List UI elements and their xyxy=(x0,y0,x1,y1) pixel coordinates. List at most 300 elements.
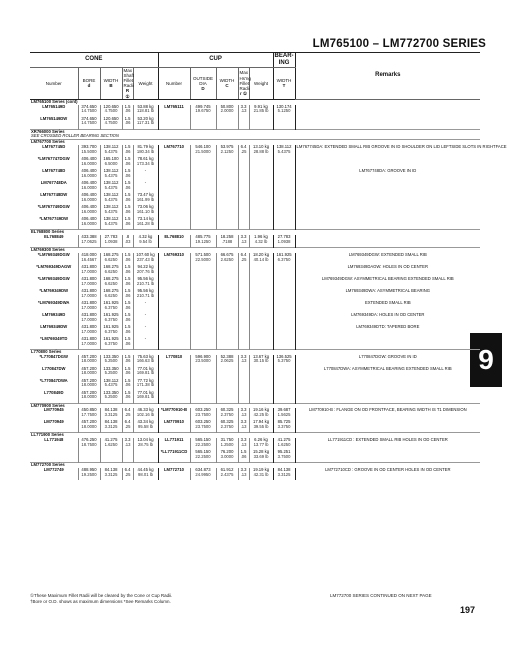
cup-number-cell xyxy=(158,265,190,277)
cone-weight-imperial-value: 180.34 lb xyxy=(136,148,155,154)
cone-width-value: 133.350 xyxy=(103,389,119,395)
bearing-width-cell xyxy=(273,420,295,433)
bearing-width-cell xyxy=(273,217,295,230)
hsg-fillet-cell xyxy=(238,355,249,367)
cone-weight-value: 73.14 kg xyxy=(137,216,154,222)
cone-width-value: 138.112 xyxy=(103,180,119,186)
shaft-fillet-imperial-value: .25 xyxy=(124,424,131,430)
cone-number-cell xyxy=(30,217,78,230)
cone-number-value: *L770847DWA xyxy=(39,377,68,383)
bore-imperial-value: 19.2500 xyxy=(81,471,97,477)
cone-width-cell xyxy=(100,420,122,433)
cone-number-value: LM769349D xyxy=(42,311,66,317)
remarks-value: LM769349DGW: ASYMMETRICAL BEARING EXTENDED SMALL RIB xyxy=(321,275,454,281)
bore-value: 457.200 xyxy=(81,365,97,371)
bearing-width-imperial-value: 1.5625 xyxy=(277,412,291,418)
cone-weight-value: 53.88 kg xyxy=(137,103,154,109)
table-row xyxy=(30,193,480,205)
table-row xyxy=(30,337,480,350)
outside-dia-cell xyxy=(190,337,216,350)
bore-value: 488.950 xyxy=(81,467,97,473)
shaft-fillet-value: 1.5 xyxy=(124,377,131,383)
cup-weight-cell xyxy=(249,379,273,391)
cone-width-imperial-value: 5.4375 xyxy=(104,208,118,214)
shaft-fillet-value: 1.5 xyxy=(124,263,131,269)
cup-width-cell xyxy=(216,289,238,301)
shaft-fillet-value: 1.5 xyxy=(124,216,131,222)
cone-width-imperial-value: 6.6250 xyxy=(104,256,118,262)
cone-number-value: LM767745D xyxy=(42,144,66,150)
cone-width-cell xyxy=(100,468,122,480)
cone-number-value: EL768849 xyxy=(44,233,64,239)
cone-width-value: 138.112 xyxy=(103,192,119,198)
cup-number-cell xyxy=(158,325,190,337)
cup-width-imperial-value: 1.2500 xyxy=(220,442,234,448)
cone-number-value: LM767748D xyxy=(42,168,66,174)
cone-weight-imperial-value: 210.71 lb xyxy=(136,280,155,286)
cup-weight-cell xyxy=(249,420,273,433)
remarks-value: LM769349DTD: TAPERED BORE xyxy=(356,323,420,329)
cup-width-cell xyxy=(216,235,238,248)
bore-imperial-value: 16.0000 xyxy=(81,196,97,202)
cup-number-cell xyxy=(158,420,190,433)
bore-imperial-value: 17.0000 xyxy=(81,292,97,298)
cone-width-imperial-value: 6.3750 xyxy=(104,328,118,334)
bore-value: 406.400 xyxy=(81,180,97,186)
hsg-fillet-cell xyxy=(238,157,249,169)
cone-width-cell xyxy=(100,217,122,230)
table-row xyxy=(30,205,480,217)
cup-width-cell xyxy=(216,325,238,337)
cup-weight-cell xyxy=(249,391,273,404)
shaft-fillet-imperial-value: .06 xyxy=(124,196,131,202)
cup-number-value: LM765111 xyxy=(164,103,184,109)
shaft-fillet-imperial-value: .06 xyxy=(124,220,131,226)
cup-width-cell xyxy=(216,277,238,289)
remarks-value: L770847DWA: ASYMMETRICAL BEARING EXTENDED SMALL RIB xyxy=(323,365,452,371)
hsg-fillet-cell xyxy=(238,450,249,463)
outside-dia-value: 634.873 xyxy=(195,467,211,473)
cone-width-value: 120.650 xyxy=(103,103,119,109)
cup-weight-cell xyxy=(249,117,273,130)
cone-number-cell xyxy=(30,337,78,350)
bearing-width-imperial-value: 5.4375 xyxy=(277,148,291,154)
section-tab: 9 xyxy=(470,333,502,387)
cup-width-imperial-value: 2.0625 xyxy=(220,358,234,364)
cup-number-cell xyxy=(158,277,190,289)
cup-width-imperial-value: 2.1250 xyxy=(220,148,234,154)
cup-width-cell xyxy=(216,205,238,217)
cup-number-cell xyxy=(158,105,190,117)
cone-weight-imperial-value: 169.81 lb xyxy=(136,394,155,400)
cone-width-imperial-value: 6.6250 xyxy=(104,292,118,298)
cone-width-value: 138.112 xyxy=(103,168,119,174)
outside-dia-value: 499.745 xyxy=(195,103,211,109)
cup-weight-cell xyxy=(249,337,273,350)
cone-number-value: LM767748DW xyxy=(40,192,68,198)
hsg-fillet-cell xyxy=(238,468,249,480)
cup-number-cell xyxy=(158,301,190,313)
cup-width-cell xyxy=(216,117,238,130)
bearing-width-cell xyxy=(273,205,295,217)
cup-number-cell xyxy=(158,169,190,181)
remarks-value: L770847DGW: GROOVE IN ID xyxy=(358,353,417,359)
bearing-width-cell xyxy=(273,355,295,367)
cup-number-value: EL768810 xyxy=(164,233,184,239)
cup-weight-cell xyxy=(249,145,273,157)
cone-number-value: LM770945 xyxy=(43,407,64,413)
table-row xyxy=(30,117,480,130)
cone-width-value: 138.112 xyxy=(103,144,119,150)
bearing-width-cell xyxy=(273,157,295,169)
bearing-width-cell xyxy=(273,265,295,277)
cone-weight-imperial-value: 166.63 lb xyxy=(136,358,155,364)
cup-width-value: 53.975 xyxy=(220,144,234,150)
cone-weight-value: 44.45 kg xyxy=(137,467,154,473)
bearing-width-value: 130.174 xyxy=(276,103,292,109)
shaft-fillet-cell xyxy=(122,235,133,248)
bore-imperial-value: 16.0000 xyxy=(81,220,97,226)
hsg-fillet-value: 3.3 xyxy=(240,407,247,413)
cone-number-cell xyxy=(30,391,78,404)
bearing-width-cell xyxy=(273,181,295,193)
hsg-fillet-value: 3.3 xyxy=(240,467,247,473)
cup-number-header: Number xyxy=(158,67,190,99)
cup-width-imperial-value: 2.3750 xyxy=(220,424,234,430)
cone-weight-imperial-value: 95.58 lb xyxy=(138,424,153,430)
shaft-fillet-imperial-value: .06 xyxy=(124,268,131,274)
hsg-fillet-imperial-value: .13 xyxy=(240,108,247,114)
remarks-cell xyxy=(295,325,480,337)
cone-weight-imperial-value: 237.43 lb xyxy=(136,256,155,262)
remarks-cell xyxy=(295,379,480,391)
cone-weight-cell xyxy=(133,468,158,480)
cup-weight-cell xyxy=(249,450,273,463)
cone-weight-value: 77.01 kg xyxy=(137,389,154,395)
cone-width-imperial-value: 5.2500 xyxy=(104,370,118,376)
cone-number-value: *LM767749DW xyxy=(39,216,69,222)
series-label: LM772700 Series xyxy=(30,463,480,468)
bearing-width-cell xyxy=(273,105,295,117)
cup-weight-value: 1.96 kg xyxy=(254,233,268,239)
cup-width-value: 31.750 xyxy=(220,437,234,443)
cup-weight-imperial-value: 33.69 lb xyxy=(253,454,269,460)
shaft-fillet-value: 1.5 xyxy=(124,275,131,281)
bore-value: 431.800 xyxy=(81,299,97,305)
table-row xyxy=(30,367,480,379)
shaft-fillet-value: 1.5 xyxy=(124,365,131,371)
cone-width-value: 133.350 xyxy=(103,365,119,371)
cup-number-cell xyxy=(158,367,190,379)
bearing-width-cell xyxy=(273,193,295,205)
remarks-value: LM769349DAGW: HOLES IN OD CENTER xyxy=(347,263,429,269)
cup-number-value: LL771911 xyxy=(164,437,184,443)
cup-weight-value: 6.26 kg xyxy=(254,437,268,443)
bore-value: 457.200 xyxy=(81,353,97,359)
page-title: LM765100 – LM772700 SERIES xyxy=(312,38,486,50)
shaft-fillet-cell xyxy=(122,217,133,230)
cone-width-cell xyxy=(100,438,122,450)
cone-width-imperial-value: 5.4375 xyxy=(104,196,118,202)
hsg-fillet-value: 6.4 xyxy=(240,251,247,257)
shaft-fillet-cell xyxy=(122,337,133,350)
bearing-width-header: WIDTH T xyxy=(273,67,295,99)
cup-weight-cell xyxy=(249,205,273,217)
bearing-width-imperial-value: 5.1250 xyxy=(277,108,291,114)
shaft-fillet-value: 1.5 xyxy=(124,115,131,121)
bore-cell xyxy=(78,450,100,463)
outside-dia-value: 596.900 xyxy=(195,353,211,359)
bearing-width-imperial-value: 3.3750 xyxy=(277,424,291,430)
table-row xyxy=(30,420,480,433)
cup-weight-imperial-value: 39.55 lb xyxy=(253,424,269,430)
bearing-width-cell xyxy=(273,117,295,130)
series-label: XR766000 Series xyxy=(30,129,480,134)
hsg-fillet-imperial-value: .13 xyxy=(240,471,247,477)
cone-weight-imperial-value: 9.54 lb xyxy=(139,238,152,244)
cone-width-imperial-value: 6.3750 xyxy=(104,340,118,346)
cone-weight-value: 73.06 kg xyxy=(137,204,154,210)
shaft-fillet-cell xyxy=(122,420,133,433)
table-row xyxy=(30,235,480,248)
bore-imperial-value: 17.0000 xyxy=(81,280,97,286)
cone-weight-value: 95.56 kg xyxy=(137,287,154,293)
table-row xyxy=(30,468,480,480)
outside-dia-cell xyxy=(190,117,216,130)
outside-dia-cell xyxy=(190,253,216,265)
remarks-cell xyxy=(295,235,480,248)
cup-width-header: WIDTH C xyxy=(216,67,238,99)
cone-weight-imperial-value: 98.01 lb xyxy=(138,471,153,477)
cup-width-cell xyxy=(216,265,238,277)
shaft-fillet-imperial-value: .06 xyxy=(124,208,131,214)
bearing-width-cell xyxy=(273,277,295,289)
cone-weight-imperial-value: 161.10 lb xyxy=(136,208,155,214)
cone-number-value: L770849D xyxy=(43,389,64,395)
cone-number-value: LM765149DW xyxy=(40,115,68,121)
bore-imperial-value: 16.0000 xyxy=(81,184,97,190)
shaft-fillet-imperial-value: .03 xyxy=(124,238,131,244)
cup-width-value: 18.258 xyxy=(220,233,234,239)
cone-number-cell xyxy=(30,468,78,480)
continued-note: LM772700 SERIES CONTINUED ON NEXT PAGE xyxy=(330,593,432,598)
table-row xyxy=(30,450,480,463)
cone-width-imperial-value: 1.0938 xyxy=(104,238,118,244)
bore-imperial-value: 16.0000 xyxy=(81,208,97,214)
shaft-fillet-imperial-value: .06 xyxy=(124,340,131,346)
cone-width-value: 138.112 xyxy=(103,216,119,222)
cone-number-cell xyxy=(30,117,78,130)
cup-width-value: 76.200 xyxy=(220,449,234,455)
cup-weight-cell xyxy=(249,265,273,277)
cone-weight-imperial-value: 161.99 lb xyxy=(136,196,155,202)
cone-width-value: 27.783 xyxy=(104,233,118,239)
remarks-header: Remarks xyxy=(295,53,480,100)
footnote-fillet: ①These Maximum Fillet Radii will be cleared by the Cone or Cup Radii. xyxy=(30,593,173,598)
hsg-fillet-cell xyxy=(238,145,249,157)
hsg-fillet-cell xyxy=(238,117,249,130)
bearing-width-imperial-value: 6.3750 xyxy=(277,256,291,262)
cup-width-cell xyxy=(216,253,238,265)
cone-width-value: 161.925 xyxy=(103,311,119,317)
outside-dia-imperial-value: 22.2500 xyxy=(195,442,211,448)
cone-weight-value: 43.34 kg xyxy=(137,419,154,425)
hsg-fillet-imperial-value: .13 xyxy=(240,442,247,448)
bore-imperial-value: 16.4567 xyxy=(81,256,97,262)
cup-width-cell xyxy=(216,355,238,367)
cup-width-value: 60.325 xyxy=(220,419,234,425)
cone-weight-imperial-value: 173.34 lb xyxy=(136,160,155,166)
outside-dia-cell xyxy=(190,265,216,277)
outside-dia-value: 546.100 xyxy=(195,144,211,150)
bore-value: 476.250 xyxy=(81,437,97,443)
cone-number-value: L770847DW xyxy=(41,365,66,371)
shaft-fillet-imperial-value: .25 xyxy=(124,471,131,477)
cone-number-value: *LM769349TD xyxy=(40,335,68,341)
cup-weight-cell xyxy=(249,181,273,193)
remarks-cell xyxy=(295,169,480,181)
cup-number-cell xyxy=(158,193,190,205)
bore-value: 457.200 xyxy=(81,389,97,395)
bore-header: BORE d xyxy=(78,67,100,99)
bore-cell xyxy=(78,420,100,433)
cup-number-value: *LL771911CD xyxy=(160,449,188,455)
remarks-value: LM769349DGW: EXTENDED SMALL RIB xyxy=(348,251,427,257)
outside-dia-imperial-value: 22.5000 xyxy=(195,256,211,262)
cup-weight-cell xyxy=(249,235,273,248)
cone-weight-header: Weight xyxy=(133,67,158,99)
bearing-width-cell xyxy=(273,253,295,265)
cone-weight-value: - xyxy=(144,168,147,174)
cone-width-value: 168.275 xyxy=(103,287,119,293)
outside-dia-cell xyxy=(190,157,216,169)
hsg-fillet-value: 3.3 xyxy=(240,353,247,359)
cone-width-value: 84.138 xyxy=(104,419,118,425)
shaft-fillet-value: 6.4 xyxy=(124,419,131,425)
bore-imperial-value: 16.0000 xyxy=(81,172,97,178)
cone-weight-value: 107.60 kg xyxy=(136,251,155,257)
outside-dia-cell xyxy=(190,450,216,463)
shaft-fillet-value: 1.5 xyxy=(124,251,131,257)
remarks-value: LL771911CD : EXTENDED SMALL RIB HOLES IN OD CENTER xyxy=(327,437,448,443)
cup-weight-imperial-value: 30.15 lb xyxy=(253,358,269,364)
cone-number-value: LM769349DW xyxy=(40,323,68,329)
cone-weight-value: 4.32 kg xyxy=(138,233,153,239)
cup-number-value: *LM770910-B xyxy=(160,407,188,413)
cup-width-cell xyxy=(216,301,238,313)
outside-dia-value: 485.775 xyxy=(195,233,211,239)
shaft-fillet-imperial-value: .06 xyxy=(124,328,131,334)
series-label: LM769300 Series xyxy=(30,247,480,252)
cone-weight-cell xyxy=(133,438,158,450)
cone-width-value: 161.925 xyxy=(103,299,119,305)
outside-dia-cell xyxy=(190,468,216,480)
hsg-fillet-imperial-value: .25 xyxy=(240,148,247,154)
cone-width-header: WIDTH B xyxy=(100,67,122,99)
cup-number-cell xyxy=(158,217,190,230)
cup-number-cell xyxy=(158,379,190,391)
cone-weight-value: 94.22 kg xyxy=(137,263,154,269)
cone-width-imperial-value: 3.3125 xyxy=(104,424,118,430)
shaft-fillet-imperial-value: .06 xyxy=(124,394,131,400)
cone-width-cell xyxy=(100,235,122,248)
cup-width-cell xyxy=(216,181,238,193)
cone-width-imperial-value: 5.2500 xyxy=(104,394,118,400)
shaft-fillet-value: 1.5 xyxy=(124,335,131,341)
hsg-fillet-cell xyxy=(238,105,249,117)
cone-number-value: *LM769349DGW xyxy=(37,275,70,281)
bore-cell xyxy=(78,235,100,248)
cone-weight-cell xyxy=(133,391,158,404)
outside-dia-imperial-value: 21.5000 xyxy=(195,148,211,154)
bearing-width-cell xyxy=(273,450,295,463)
hsg-fillet-cell xyxy=(238,235,249,248)
cone-weight-value: 77.72 kg xyxy=(137,377,154,383)
hsg-fillet-value: 3.3 xyxy=(240,437,247,443)
outside-dia-cell xyxy=(190,235,216,248)
cone-weight-value: 95.56 kg xyxy=(137,275,154,281)
cone-weight-value: - xyxy=(144,335,147,341)
cone-width-value: 41.275 xyxy=(104,437,118,443)
outside-dia-imperial-value: 22.2500 xyxy=(195,454,211,460)
cone-number-cell xyxy=(30,438,78,450)
bore-value: 393.700 xyxy=(81,144,97,150)
outside-dia-imperial-value: 23.5000 xyxy=(195,358,211,364)
cone-width-value: 168.275 xyxy=(103,263,119,269)
bore-imperial-value: 18.0000 xyxy=(81,394,97,400)
outside-dia-value: 603.250 xyxy=(195,407,211,413)
cup-number-cell xyxy=(158,205,190,217)
bearing-width-value: 84.138 xyxy=(277,467,291,473)
remarks-cell xyxy=(295,337,480,350)
bearing-width-imperial-value: 5.3750 xyxy=(277,358,291,364)
shaft-fillet-imperial-value: .06 xyxy=(124,370,131,376)
remarks-cell xyxy=(295,117,480,130)
cone-weight-cell xyxy=(133,420,158,433)
remarks-value: LM769349DWA: ASYMMETRICAL BEARING xyxy=(345,287,430,293)
hsg-fillet-value: 1.5 xyxy=(240,449,247,455)
cone-width-imperial-value: 5.4375 xyxy=(104,148,118,154)
bore-cell xyxy=(78,337,100,350)
hsg-fillet-value: 6.4 xyxy=(240,144,247,150)
cup-width-value: 60.325 xyxy=(220,407,234,413)
series-label: LM770900 Series xyxy=(30,403,480,408)
bearing-table xyxy=(30,52,507,480)
bearing-width-imperial-value: 1.6250 xyxy=(277,442,291,448)
cup-number-value: LM770910 xyxy=(163,419,185,425)
cup-width-cell xyxy=(216,217,238,230)
cup-number-cell xyxy=(158,289,190,301)
cup-number-cell xyxy=(158,391,190,404)
cup-weight-cell xyxy=(249,468,273,480)
bearing-width-cell xyxy=(273,468,295,480)
cone-number-value: LL771948 xyxy=(44,437,64,443)
cone-width-imperial-value: 3.3125 xyxy=(104,471,118,477)
bore-imperial-value: 18.0000 xyxy=(81,358,97,364)
bearing-width-value: 95.251 xyxy=(277,449,291,455)
cone-number-value: LM770949 xyxy=(43,419,64,425)
bore-imperial-value: 14.7500 xyxy=(81,120,97,126)
cup-weight-cell xyxy=(249,325,273,337)
cup-width-cell xyxy=(216,450,238,463)
cup-number-value: LM767710 xyxy=(163,144,185,150)
cone-weight-cell xyxy=(133,235,158,248)
bearing-table-body xyxy=(30,98,507,480)
cup-number-cell xyxy=(158,157,190,169)
table-row xyxy=(30,325,480,337)
shaft-fillet-value: 3.3 xyxy=(124,437,131,443)
cone-number-value: *LM767749DGW xyxy=(37,204,70,210)
